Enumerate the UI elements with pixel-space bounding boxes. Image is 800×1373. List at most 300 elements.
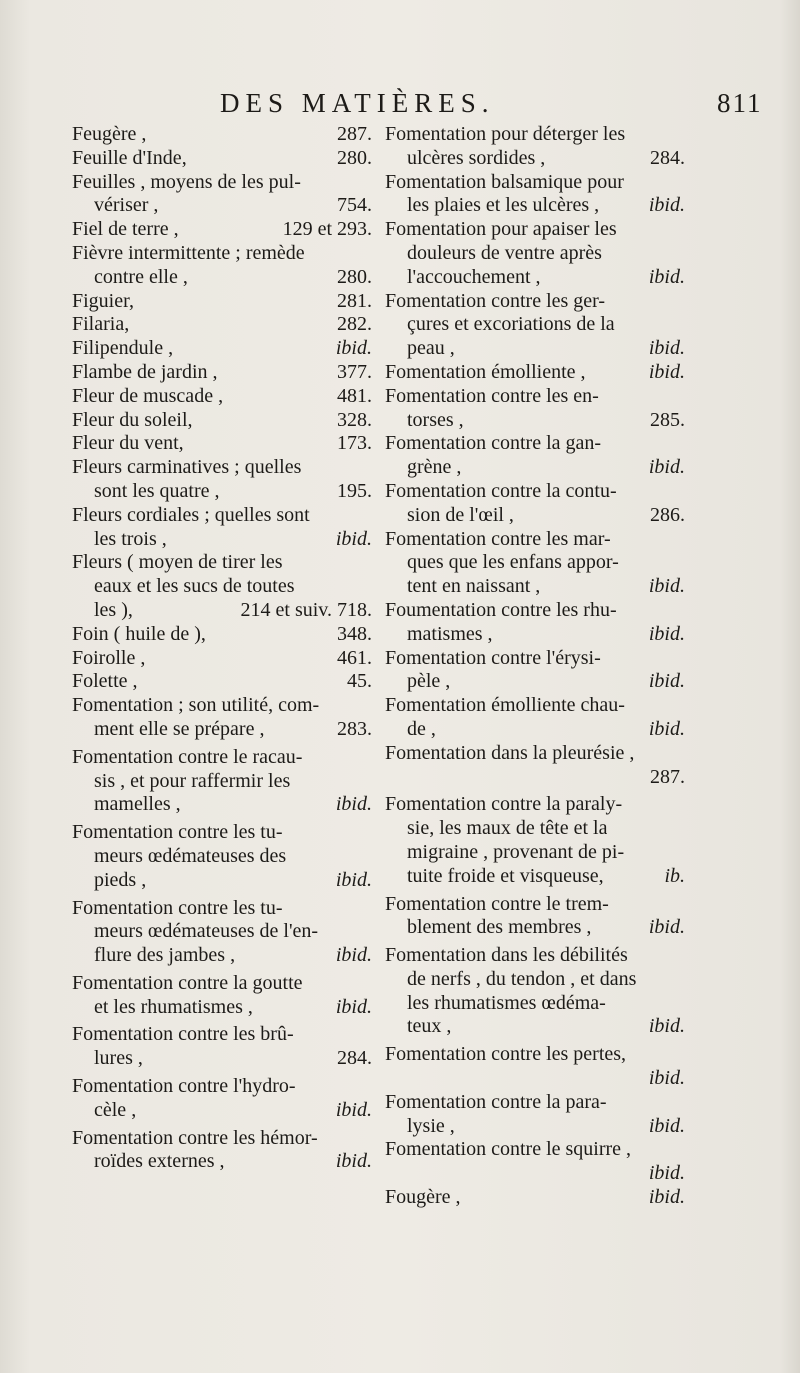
index-entry-line: [385, 385, 685, 409]
entry-leader-space: [218, 361, 331, 385]
entry-text: matismes ,: [407, 622, 493, 645]
index-entry-line: [385, 361, 685, 385]
entry-text: tent en naissant ,: [407, 575, 541, 598]
index-entry: [385, 599, 685, 647]
index-entry-line: [385, 1043, 685, 1067]
page-reference: ibid.: [335, 1150, 372, 1173]
entry-text: sont les quatre ,: [94, 479, 220, 502]
entry-text: Fomentation contre l'érysi-: [385, 646, 601, 669]
entry-leader-space: [407, 1067, 643, 1091]
entry-text: sie, les maux de tête et la: [407, 817, 608, 840]
entry-text: pieds ,: [94, 868, 147, 891]
index-entry-line: [72, 1047, 372, 1071]
index-entry-line: [72, 171, 372, 195]
index-entry-line: [385, 968, 685, 992]
entry-text: ment elle se prépare ,: [94, 717, 265, 740]
entry-leader-space: [193, 409, 331, 433]
entry-text: les ),: [94, 598, 133, 621]
page-reference: 195.: [337, 479, 372, 502]
index-entry-line: [72, 1150, 372, 1174]
entry-text: Foumentation contre les rhu-: [385, 598, 617, 621]
entry-leader-space: [188, 266, 331, 290]
index-entry-line: [72, 694, 372, 718]
index-entry-line: [72, 147, 372, 171]
index-entry-line: [72, 647, 372, 671]
index-entry: [72, 821, 372, 892]
index-entry-line: [72, 480, 372, 504]
page-reference: ibid.: [335, 944, 372, 967]
page-reference: 286.: [650, 503, 685, 526]
page-reference: ib.: [664, 864, 685, 887]
index-entry: [385, 218, 685, 289]
entry-text: pèle ,: [407, 670, 451, 693]
entry-text: sion de l'œil ,: [407, 503, 514, 526]
entry-text: Fomentation ; son utilité, com-: [72, 694, 320, 717]
entry-text: Foin ( huile de ),: [72, 622, 206, 645]
index-entry: [72, 972, 372, 1020]
entry-leader-space: [145, 647, 331, 671]
entry-text: Fiel de terre ,: [72, 218, 179, 241]
index-entry: [72, 337, 372, 361]
index-column-right: [385, 123, 685, 1210]
page-reference: 280.: [337, 265, 372, 288]
index-entry: [72, 171, 372, 219]
entry-text: tuite froide et visqueuse,: [407, 864, 604, 887]
entry-leader-space: [146, 869, 330, 893]
entry-text: Filaria,: [72, 313, 130, 336]
index-entry-line: [72, 1023, 372, 1047]
page-reference: ibid.: [648, 1067, 685, 1090]
index-entry-line: [72, 361, 372, 385]
page-reference: ibid.: [335, 995, 372, 1018]
entry-leader-space: [514, 504, 644, 528]
index-entry: [72, 647, 372, 671]
index-entry: [385, 290, 685, 361]
index-entry: [72, 623, 372, 647]
entry-leader-space: [541, 266, 643, 290]
entry-text: Foirolle ,: [72, 646, 146, 669]
index-entry-line: [385, 432, 685, 456]
index-entry: [72, 432, 372, 456]
entry-text: sis , et pour raffermir les: [94, 769, 291, 792]
entry-leader-space: [184, 432, 331, 456]
entry-leader-space: [264, 718, 331, 742]
index-entry-line: [385, 817, 685, 841]
index-entry: [72, 123, 372, 147]
entry-text: Fièvre intermittente ; remède: [72, 241, 305, 264]
index-entry: [385, 742, 685, 790]
index-entry-line: [385, 694, 685, 718]
entry-text: de ,: [407, 717, 436, 740]
index-entry-line: [72, 920, 372, 944]
entry-text: Fomentation dans la pleurésie ,: [385, 741, 635, 764]
index-entry: [72, 670, 372, 694]
index-entry: [385, 647, 685, 695]
entry-text: Fleurs cordiales ; quelles sont: [72, 503, 310, 526]
page-reference: 280.: [337, 146, 372, 169]
index-entry-line: [72, 996, 372, 1020]
entry-leader-space: [407, 766, 644, 790]
index-entry-line: [385, 623, 685, 647]
index-entry-line: [72, 869, 372, 893]
entry-leader-space: [407, 1162, 643, 1186]
entry-leader-space: [129, 313, 331, 337]
page-reference: 377.: [337, 360, 372, 383]
index-entry-line: [72, 1099, 372, 1123]
index-entry: [385, 1043, 685, 1091]
entry-text: blement des membres ,: [407, 916, 592, 939]
index-entry: [385, 1138, 685, 1186]
entry-leader-space: [206, 623, 331, 647]
index-entry: [385, 528, 685, 599]
index-entry-line: [72, 972, 372, 996]
entry-text: Fomentation contre la contu-: [385, 479, 617, 502]
entry-text: Fomentation contre le racau-: [72, 745, 303, 768]
index-entry-line: [72, 123, 372, 147]
entry-leader-space: [455, 1115, 643, 1139]
entry-text: Fomentation contre les ger-: [385, 289, 606, 312]
page-reference: 348.: [337, 622, 372, 645]
entry-leader-space: [138, 670, 341, 694]
index-entry-line: [385, 1162, 685, 1186]
index-entry-line: [385, 793, 685, 817]
entry-leader-space: [451, 1015, 642, 1039]
entry-text: peau ,: [407, 337, 455, 360]
index-entry: [72, 147, 372, 171]
entry-text: Fleur du vent,: [72, 432, 184, 455]
entry-leader-space: [158, 194, 331, 218]
entry-text: Fleur du soleil,: [72, 408, 193, 431]
page-reference: 281.: [337, 289, 372, 312]
index-entry: [385, 1186, 685, 1210]
index-entry-line: [72, 528, 372, 552]
index-entry-line: [72, 1127, 372, 1151]
entry-leader-space: [173, 337, 330, 361]
index-entry-line: [72, 1075, 372, 1099]
entry-leader-space: [461, 1186, 643, 1210]
entry-text: teux ,: [407, 1015, 452, 1038]
entry-text: ques que les enfans appor-: [407, 551, 619, 574]
entry-leader-space: [225, 1150, 330, 1174]
entry-leader-space: [235, 944, 330, 968]
index-entry-line: [72, 623, 372, 647]
index-entry-line: [72, 432, 372, 456]
page-reference: ibid.: [648, 1186, 685, 1209]
entry-text: ulcères sordides ,: [407, 146, 546, 169]
index-entry-line: [72, 218, 372, 242]
entry-text: Feuilles , moyens de les pul-: [72, 170, 301, 193]
index-entry-line: [385, 992, 685, 1016]
entry-text: Fleurs carminatives ; quelles: [72, 456, 302, 479]
entry-text: Fomentation émolliente ,: [385, 360, 586, 383]
index-entry-line: [385, 504, 685, 528]
index-entry: [385, 893, 685, 941]
index-entry: [385, 694, 685, 742]
index-entry: [72, 456, 372, 504]
page-reference: 328.: [337, 408, 372, 431]
page-reference: ibid.: [648, 575, 685, 598]
index-entry-line: [72, 599, 372, 623]
page-reference: 129 et 293.: [282, 218, 372, 241]
entry-leader-space: [167, 528, 330, 552]
page-reference: ibid.: [335, 868, 372, 891]
page-reference: ibid.: [648, 456, 685, 479]
entry-text: Fomentation contre la para-: [385, 1090, 607, 1113]
entry-text: de nerfs , du tendon , et dans: [407, 967, 637, 990]
entry-leader-space: [586, 361, 643, 385]
entry-leader-space: [220, 480, 331, 504]
page-reference: ibid.: [648, 1015, 685, 1038]
entry-leader-space: [436, 718, 643, 742]
page-reference: ibid.: [648, 194, 685, 217]
page-reference: 284.: [650, 146, 685, 169]
entry-text: roïdes externes ,: [94, 1150, 225, 1173]
index-entry-line: [385, 171, 685, 195]
index-entry-line: [72, 845, 372, 869]
entry-leader-space: [187, 147, 331, 171]
index-entry: [72, 385, 372, 409]
page-reference: 282.: [337, 313, 372, 336]
entry-text: Fomentation contre les brû-: [72, 1023, 294, 1046]
page-reference: 461.: [337, 646, 372, 669]
entry-text: Fomentation contre les hémor-: [72, 1126, 318, 1149]
index-entry-line: [72, 456, 372, 480]
index-entry: [385, 171, 685, 219]
index-entry: [385, 432, 685, 480]
index-entry: [385, 1091, 685, 1139]
entry-leader-space: [136, 1099, 330, 1123]
entry-text: Folette ,: [72, 670, 138, 693]
entry-leader-space: [455, 337, 643, 361]
index-entry-line: [72, 551, 372, 575]
index-entry: [385, 123, 685, 171]
entry-text: Fomentation contre les tu-: [72, 821, 283, 844]
index-entry-line: [72, 313, 372, 337]
entry-leader-space: [545, 147, 644, 171]
entry-text: meurs œdémateuses des: [94, 844, 287, 867]
page-reference: ibid.: [648, 337, 685, 360]
entry-text: vériser ,: [94, 194, 159, 217]
index-entry-line: [385, 266, 685, 290]
entry-text: contre elle ,: [94, 265, 188, 288]
entry-leader-space: [143, 1047, 331, 1071]
index-entry-line: [385, 480, 685, 504]
index-entry-line: [385, 1091, 685, 1115]
entry-text: Fomentation pour déterger les: [385, 123, 626, 145]
index-entry: [72, 1023, 372, 1071]
page-reference: ibid.: [335, 793, 372, 816]
index-entry-line: [385, 670, 685, 694]
index-entry: [385, 480, 685, 528]
entry-leader-space: [464, 409, 644, 433]
index-entry-line: [72, 770, 372, 794]
entry-text: cèle ,: [94, 1098, 137, 1121]
index-entry-line: [385, 766, 685, 790]
page-reference: ibid.: [648, 622, 685, 645]
page-reference: 287.: [650, 765, 685, 788]
index-entry: [72, 551, 372, 622]
entry-text: çures et excoriations de la: [407, 313, 615, 336]
index-entry-line: [72, 194, 372, 218]
index-entry-line: [72, 242, 372, 266]
index-entry: [72, 218, 372, 242]
entry-leader-space: [461, 456, 642, 480]
index-entry: [385, 385, 685, 433]
page-reference: 45.: [347, 670, 372, 693]
index-entry-line: [385, 742, 685, 766]
index-entry-line: [72, 290, 372, 314]
index-entry-line: [385, 528, 685, 552]
index-entry: [72, 746, 372, 817]
index-entry: [72, 361, 372, 385]
index-entry-line: [385, 718, 685, 742]
entry-text: Fomentation contre les tu-: [72, 896, 283, 919]
index-entry-line: [385, 551, 685, 575]
index-entry-line: [385, 290, 685, 314]
index-entry-line: [72, 793, 372, 817]
index-entry-line: [385, 647, 685, 671]
index-entry-line: [385, 337, 685, 361]
entry-text: et les rhumatismes ,: [94, 995, 253, 1018]
page-reference: 284.: [337, 1047, 372, 1070]
index-entry-line: [385, 944, 685, 968]
index-entry-line: [385, 916, 685, 940]
index-entry: [72, 290, 372, 314]
index-entry-line: [385, 599, 685, 623]
entry-text: lysie ,: [407, 1114, 455, 1137]
entry-text: Fomentation contre l'hydro-: [72, 1075, 296, 1098]
entry-text: Figuier,: [72, 289, 134, 312]
index-entry: [72, 694, 372, 742]
index-entry-line: [72, 718, 372, 742]
index-entry: [385, 793, 685, 888]
entry-text: Fomentation contre les pertes,: [385, 1043, 627, 1066]
index-column-left: [72, 123, 372, 1174]
page-reference: 287.: [337, 123, 372, 145]
page-reference: 173.: [337, 432, 372, 455]
index-entry: [385, 944, 685, 1039]
index-entry-line: [385, 409, 685, 433]
index-entry-line: [385, 242, 685, 266]
index-entry-line: [385, 1067, 685, 1091]
page-header: [0, 88, 800, 120]
page-reference: ibid.: [648, 717, 685, 740]
entry-text: mamelles ,: [94, 793, 181, 816]
entry-text: Fomentation contre la paraly-: [385, 793, 623, 816]
page-reference: ibid.: [648, 1162, 685, 1185]
index-entry-line: [72, 944, 372, 968]
index-entry-line: [385, 1115, 685, 1139]
index-entry-line: [72, 409, 372, 433]
index-entry-line: [385, 1138, 685, 1162]
entry-text: douleurs de ventre après: [407, 241, 602, 264]
entry-text: flure des jambes ,: [94, 944, 236, 967]
index-entry: [385, 361, 685, 385]
entry-leader-space: [591, 916, 642, 940]
entry-leader-space: [540, 575, 643, 599]
entry-leader-space: [181, 793, 330, 817]
index-entry-line: [72, 385, 372, 409]
index-entry-line: [385, 1186, 685, 1210]
running-title: DES MATIÈRES.: [220, 88, 495, 118]
page-reference: 214 et suiv. 718.: [240, 598, 372, 621]
index-entry: [72, 504, 372, 552]
page-reference: 481.: [337, 384, 372, 407]
index-entry: [72, 897, 372, 968]
index-entry-line: [385, 194, 685, 218]
entry-text: eaux et les sucs de toutes: [94, 575, 295, 598]
page-reference: ibid.: [648, 670, 685, 693]
entry-text: les plaies et les ulcères ,: [407, 194, 600, 217]
index-entry-line: [385, 147, 685, 171]
entry-leader-space: [599, 194, 643, 218]
entry-leader-space: [604, 865, 659, 889]
index-entry: [72, 313, 372, 337]
entry-text: grène ,: [407, 456, 462, 479]
index-entry-line: [72, 821, 372, 845]
entry-text: Fomentation balsamique pour: [385, 170, 624, 193]
entry-text: Fomentation contre les mar-: [385, 527, 611, 550]
index-entry-line: [72, 897, 372, 921]
index-entry-line: [72, 266, 372, 290]
entry-leader-space: [133, 599, 235, 623]
index-entry-line: [385, 1015, 685, 1039]
page-reference: ibid.: [648, 1114, 685, 1137]
index-entry-line: [385, 893, 685, 917]
entry-text: Fomentation contre le squirre ,: [385, 1138, 632, 1161]
entry-leader-space: [223, 385, 331, 409]
entry-text: meurs œdémateuses de l'en-: [94, 920, 319, 943]
page-reference: ibid.: [335, 1098, 372, 1121]
entry-text: les rhumatismes œdéma-: [407, 991, 606, 1014]
entry-text: lures ,: [94, 1047, 143, 1070]
index-entry-line: [72, 337, 372, 361]
index-entry-line: [385, 575, 685, 599]
entry-text: Fleur de muscade ,: [72, 384, 224, 407]
entry-leader-space: [134, 290, 331, 314]
index-entry: [72, 242, 372, 290]
entry-text: Fomentation dans les débilités: [385, 944, 628, 967]
entry-text: torses ,: [407, 408, 464, 431]
page-reference: ibid.: [648, 360, 685, 383]
entry-text: Fleurs ( moyen de tirer les: [72, 551, 283, 574]
entry-text: Flambe de jardin ,: [72, 360, 218, 383]
index-entry-line: [72, 575, 372, 599]
page-reference: ibid.: [648, 265, 685, 288]
entry-text: l'accouchement ,: [407, 265, 541, 288]
index-entry: [72, 409, 372, 433]
entry-text: Fomentation contre la goutte: [72, 971, 303, 994]
entry-text: Feuille d'Inde,: [72, 146, 187, 169]
entry-leader-space: [450, 670, 643, 694]
entry-leader-space: [179, 218, 277, 242]
index-entry-line: [385, 313, 685, 337]
entry-text: Fomentation contre les en-: [385, 384, 599, 407]
entry-text: Fomentation contre le trem-: [385, 892, 609, 915]
index-entry: [72, 1127, 372, 1175]
index-entry: [72, 1075, 372, 1123]
entry-text: Fomentation émolliente chau-: [385, 694, 625, 717]
index-entry-line: [385, 456, 685, 480]
page-reference: 283.: [337, 717, 372, 740]
entry-leader-space: [146, 123, 331, 147]
entry-leader-space: [253, 996, 330, 1020]
entry-text: migraine , provenant de pi-: [407, 840, 625, 863]
index-entry-line: [72, 670, 372, 694]
page-reference: ibid.: [648, 916, 685, 939]
entry-text: les trois ,: [94, 527, 167, 550]
page-reference: 754.: [337, 194, 372, 217]
